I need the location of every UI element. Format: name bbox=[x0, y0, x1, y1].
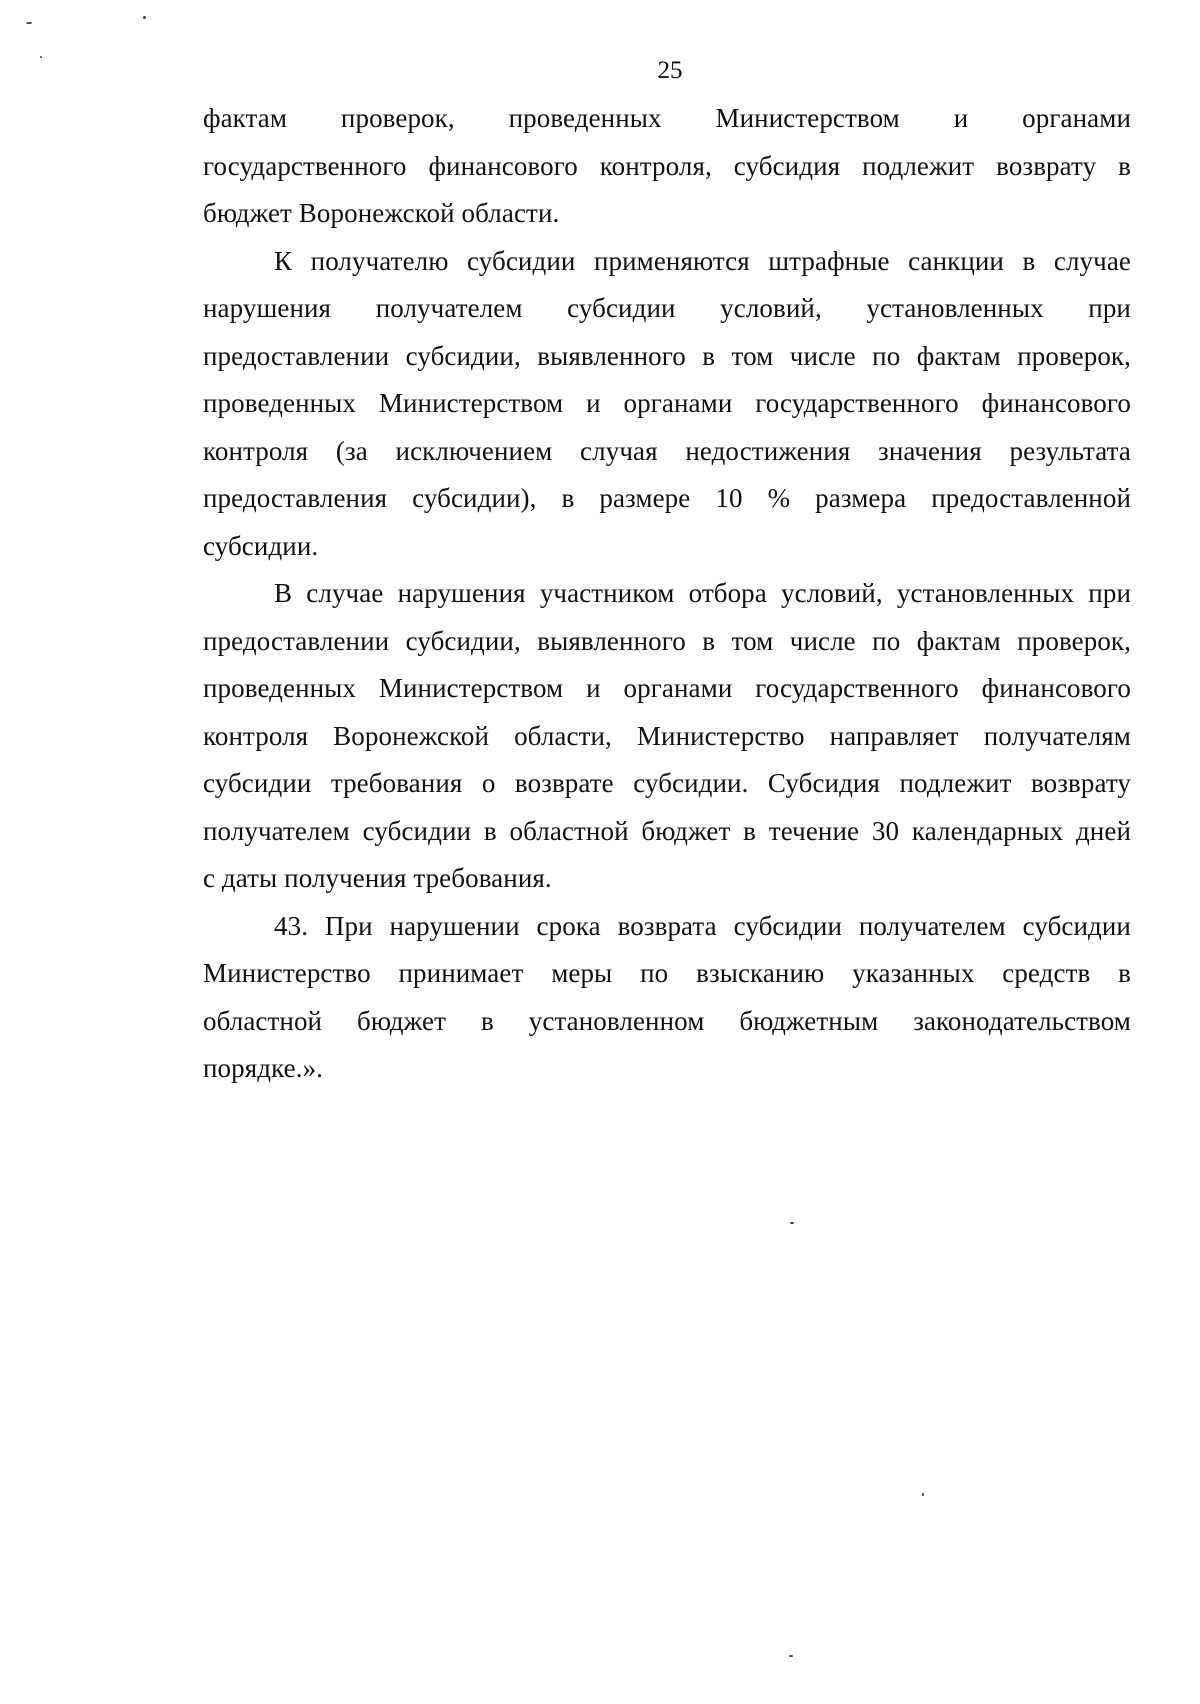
text-line: предоставления субсидии), в размере 10 % размера предоставленной bbox=[203, 483, 1131, 513]
text-line: субсидии требования о возврате субсидии. Субсидия подлежит возврату bbox=[203, 768, 1131, 798]
scan-speck bbox=[790, 1222, 794, 1224]
text-line: нарушения получателем субсидии условий, установленных при bbox=[203, 293, 1131, 323]
text-line: порядке.». bbox=[203, 1053, 324, 1083]
text-line: областной бюджет в установленном бюджетным законодательством bbox=[203, 1005, 1131, 1036]
text-line: В случае нарушения участником отбора условий, установленных при bbox=[274, 578, 1131, 608]
text-line: с даты получения требования. bbox=[203, 863, 552, 893]
document-body bbox=[203, 95, 1131, 1093]
text-line: фактам проверок, проведенных Министерством и органами bbox=[203, 103, 1131, 133]
text-line: контроля Воронежской области, Министерство направляет получателям bbox=[203, 720, 1131, 751]
scan-speck bbox=[143, 16, 146, 19]
scan-speck bbox=[26, 22, 32, 24]
paragraph-2 bbox=[203, 238, 1131, 571]
page-number: 25 bbox=[657, 57, 683, 84]
text-line: проведенных Министерством и органами государственного финансового bbox=[203, 388, 1131, 418]
text-line: государственного финансового контроля, субсидия подлежит возврату в bbox=[203, 150, 1131, 181]
text-line: предоставлении субсидии, выявленного в том числе по фактам проверок, bbox=[203, 625, 1131, 656]
scan-speck bbox=[40, 56, 42, 58]
text-line: бюджет Воронежской области. bbox=[203, 198, 560, 228]
paragraph-1 bbox=[203, 95, 1131, 238]
text-line: получателем субсидии в областной бюджет в течение 30 календарных дней bbox=[203, 815, 1131, 846]
text-line: проведенных Министерством и органами государственного финансового bbox=[203, 673, 1131, 703]
text-line: Министерство принимает меры по взысканию указанных средств в bbox=[203, 958, 1131, 988]
paragraph-3 bbox=[203, 570, 1131, 903]
text-line: 43. При нарушении срока возврата субсидии получателем субсидии bbox=[274, 910, 1131, 941]
scan-speck bbox=[789, 1655, 793, 1657]
scan-speck bbox=[922, 1493, 924, 1496]
text-line: субсидии. bbox=[203, 530, 319, 561]
text-line: К получателю субсидии применяются штрафные санкции в случае bbox=[274, 245, 1131, 276]
text-line: контроля (за исключением случая недостижения значения результата bbox=[203, 435, 1131, 466]
paragraph-4 bbox=[203, 903, 1131, 1093]
text-line: предоставлении субсидии, выявленного в том числе по фактам проверок, bbox=[203, 340, 1131, 371]
